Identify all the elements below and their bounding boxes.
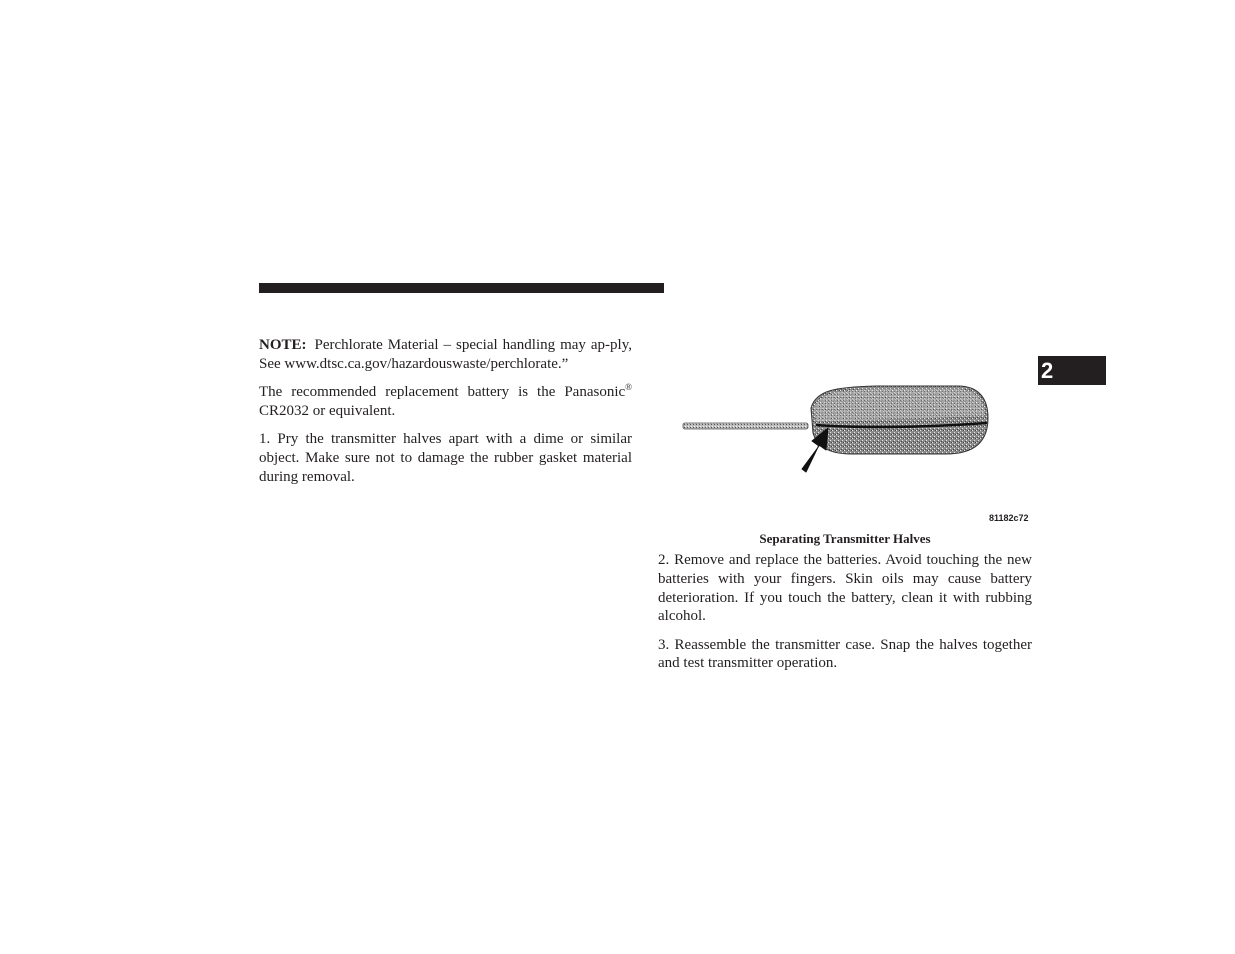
note-label: NOTE: — [259, 337, 307, 353]
battery-model-text: CR2032 or equivalent. — [259, 402, 396, 419]
registered-mark: ® — [625, 382, 632, 393]
note-paragraph — [259, 336, 632, 374]
chapter-tab: 2 — [1038, 356, 1106, 385]
step-1-paragraph: 1. Pry the transmitter halves apart with a dime or similar object. Make sure not to damage the rubber gasket material during removal. — [259, 431, 632, 485]
note-text: Perchlorate Material – special handling may ap-ply, See www.dtsc.ca.gov/hazardouswaste/perchlorate.” — [259, 337, 632, 372]
section-top-rule — [259, 283, 664, 293]
right-column — [658, 551, 1032, 683]
transmitter-illustration — [676, 378, 1006, 478]
left-column — [259, 336, 632, 496]
key-blade — [683, 423, 808, 429]
figure-caption: Separating Transmitter Halves — [759, 531, 931, 546]
step-3-paragraph: 3. Reassemble the transmitter case. Snap the halves together and test transmitter operation. — [658, 636, 1032, 672]
figure-code: 81182c72 — [989, 513, 1029, 523]
battery-paragraph — [259, 383, 632, 421]
step-2-paragraph: 2. Remove and replace the batteries. Avoid touching the new batteries with your fingers. Skin oils may cause battery deterioration. If you touch the battery, clean it with rubbing alcohol. — [658, 552, 1032, 625]
battery-text: The recommended replacement battery is the Panasonic — [259, 384, 626, 401]
